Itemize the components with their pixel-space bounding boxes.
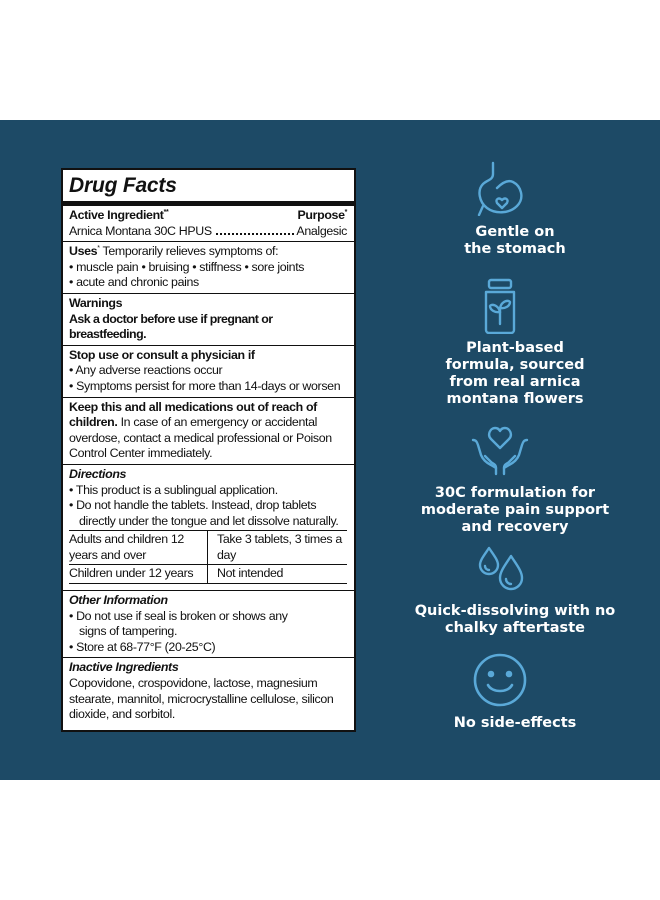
divider — [63, 397, 354, 398]
feature-text: No side-effects — [453, 715, 577, 731]
purpose-value: Analgesic — [296, 223, 347, 238]
active-ingredient-row — [69, 224, 347, 240]
leader-dots — [216, 224, 295, 236]
table-row: Children under 12 years Not intended — [69, 565, 347, 584]
feature-text: Quick-dissolving with no chalky aftertaste — [414, 603, 616, 636]
smiley-icon — [469, 652, 531, 708]
divider — [63, 293, 354, 294]
drug-facts-box — [61, 168, 356, 732]
other-information-section: Other Information • Do not use if seal is broken or shows any signs of tampering. • Store at 68-77°F (20-25°C) — [69, 593, 288, 654]
keep-out-of-reach-section: Keep this and all medications out of reach of children. In case of an emergency or accidental overdose, contact a medical professional or Poison Control Center immediately. — [69, 399, 332, 461]
uses-section: Uses* Temporarily relieves symptoms of: • muscle pain • bruising • stiffness • sore joints • acute and chronic pains — [69, 244, 305, 290]
feature-text: 30C formulation for moderate pain support and recovery — [420, 485, 610, 535]
feature-text: Gentle on the stomach — [464, 224, 566, 257]
dosage-table — [69, 530, 347, 584]
directions-section: Directions • This product is a sublingual application. • Do not handle the tablets. Instead, drop tablets directly under the tongue and let dissolve naturally. Adults and children 12 years and over Take 3 tablets, 3 times a day Children under 12 years Not intended — [69, 467, 347, 584]
divider — [63, 590, 354, 591]
divider — [63, 201, 354, 206]
ingredient-name: Arnica Montana 30C HPUS — [69, 223, 212, 238]
divider — [63, 345, 354, 346]
heart-hands-icon — [469, 420, 531, 476]
divider — [63, 464, 354, 465]
table-row: Adults and children 12 years and over Take 3 tablets, 3 times a day — [69, 531, 347, 565]
feature-text: Plant-based formula, sourced from real arnica montana flowers — [445, 340, 585, 407]
divider — [63, 241, 354, 242]
droplets-icon — [469, 542, 531, 598]
inactive-ingredients-section: Inactive Ingredients Copovidone, crospovidone, lactose, magnesium stearate, mannitol, microcrystalline cellulose, silicon dioxide, and sorbitol. — [69, 660, 334, 722]
active-ingredient-header: Active Ingredient** Purpose* — [69, 208, 347, 222]
stop-use-section: Stop use or consult a physician if • Any adverse reactions occur • Symptoms persist for more than 14-days or worsen — [69, 347, 341, 393]
drug-facts-title: Drug Facts — [69, 174, 177, 197]
plant-bottle-icon — [469, 278, 531, 334]
divider — [63, 657, 354, 658]
stomach-icon — [469, 160, 531, 216]
warnings-section: Warnings Ask a doctor before use if pregnant or breastfeeding. — [69, 295, 273, 342]
